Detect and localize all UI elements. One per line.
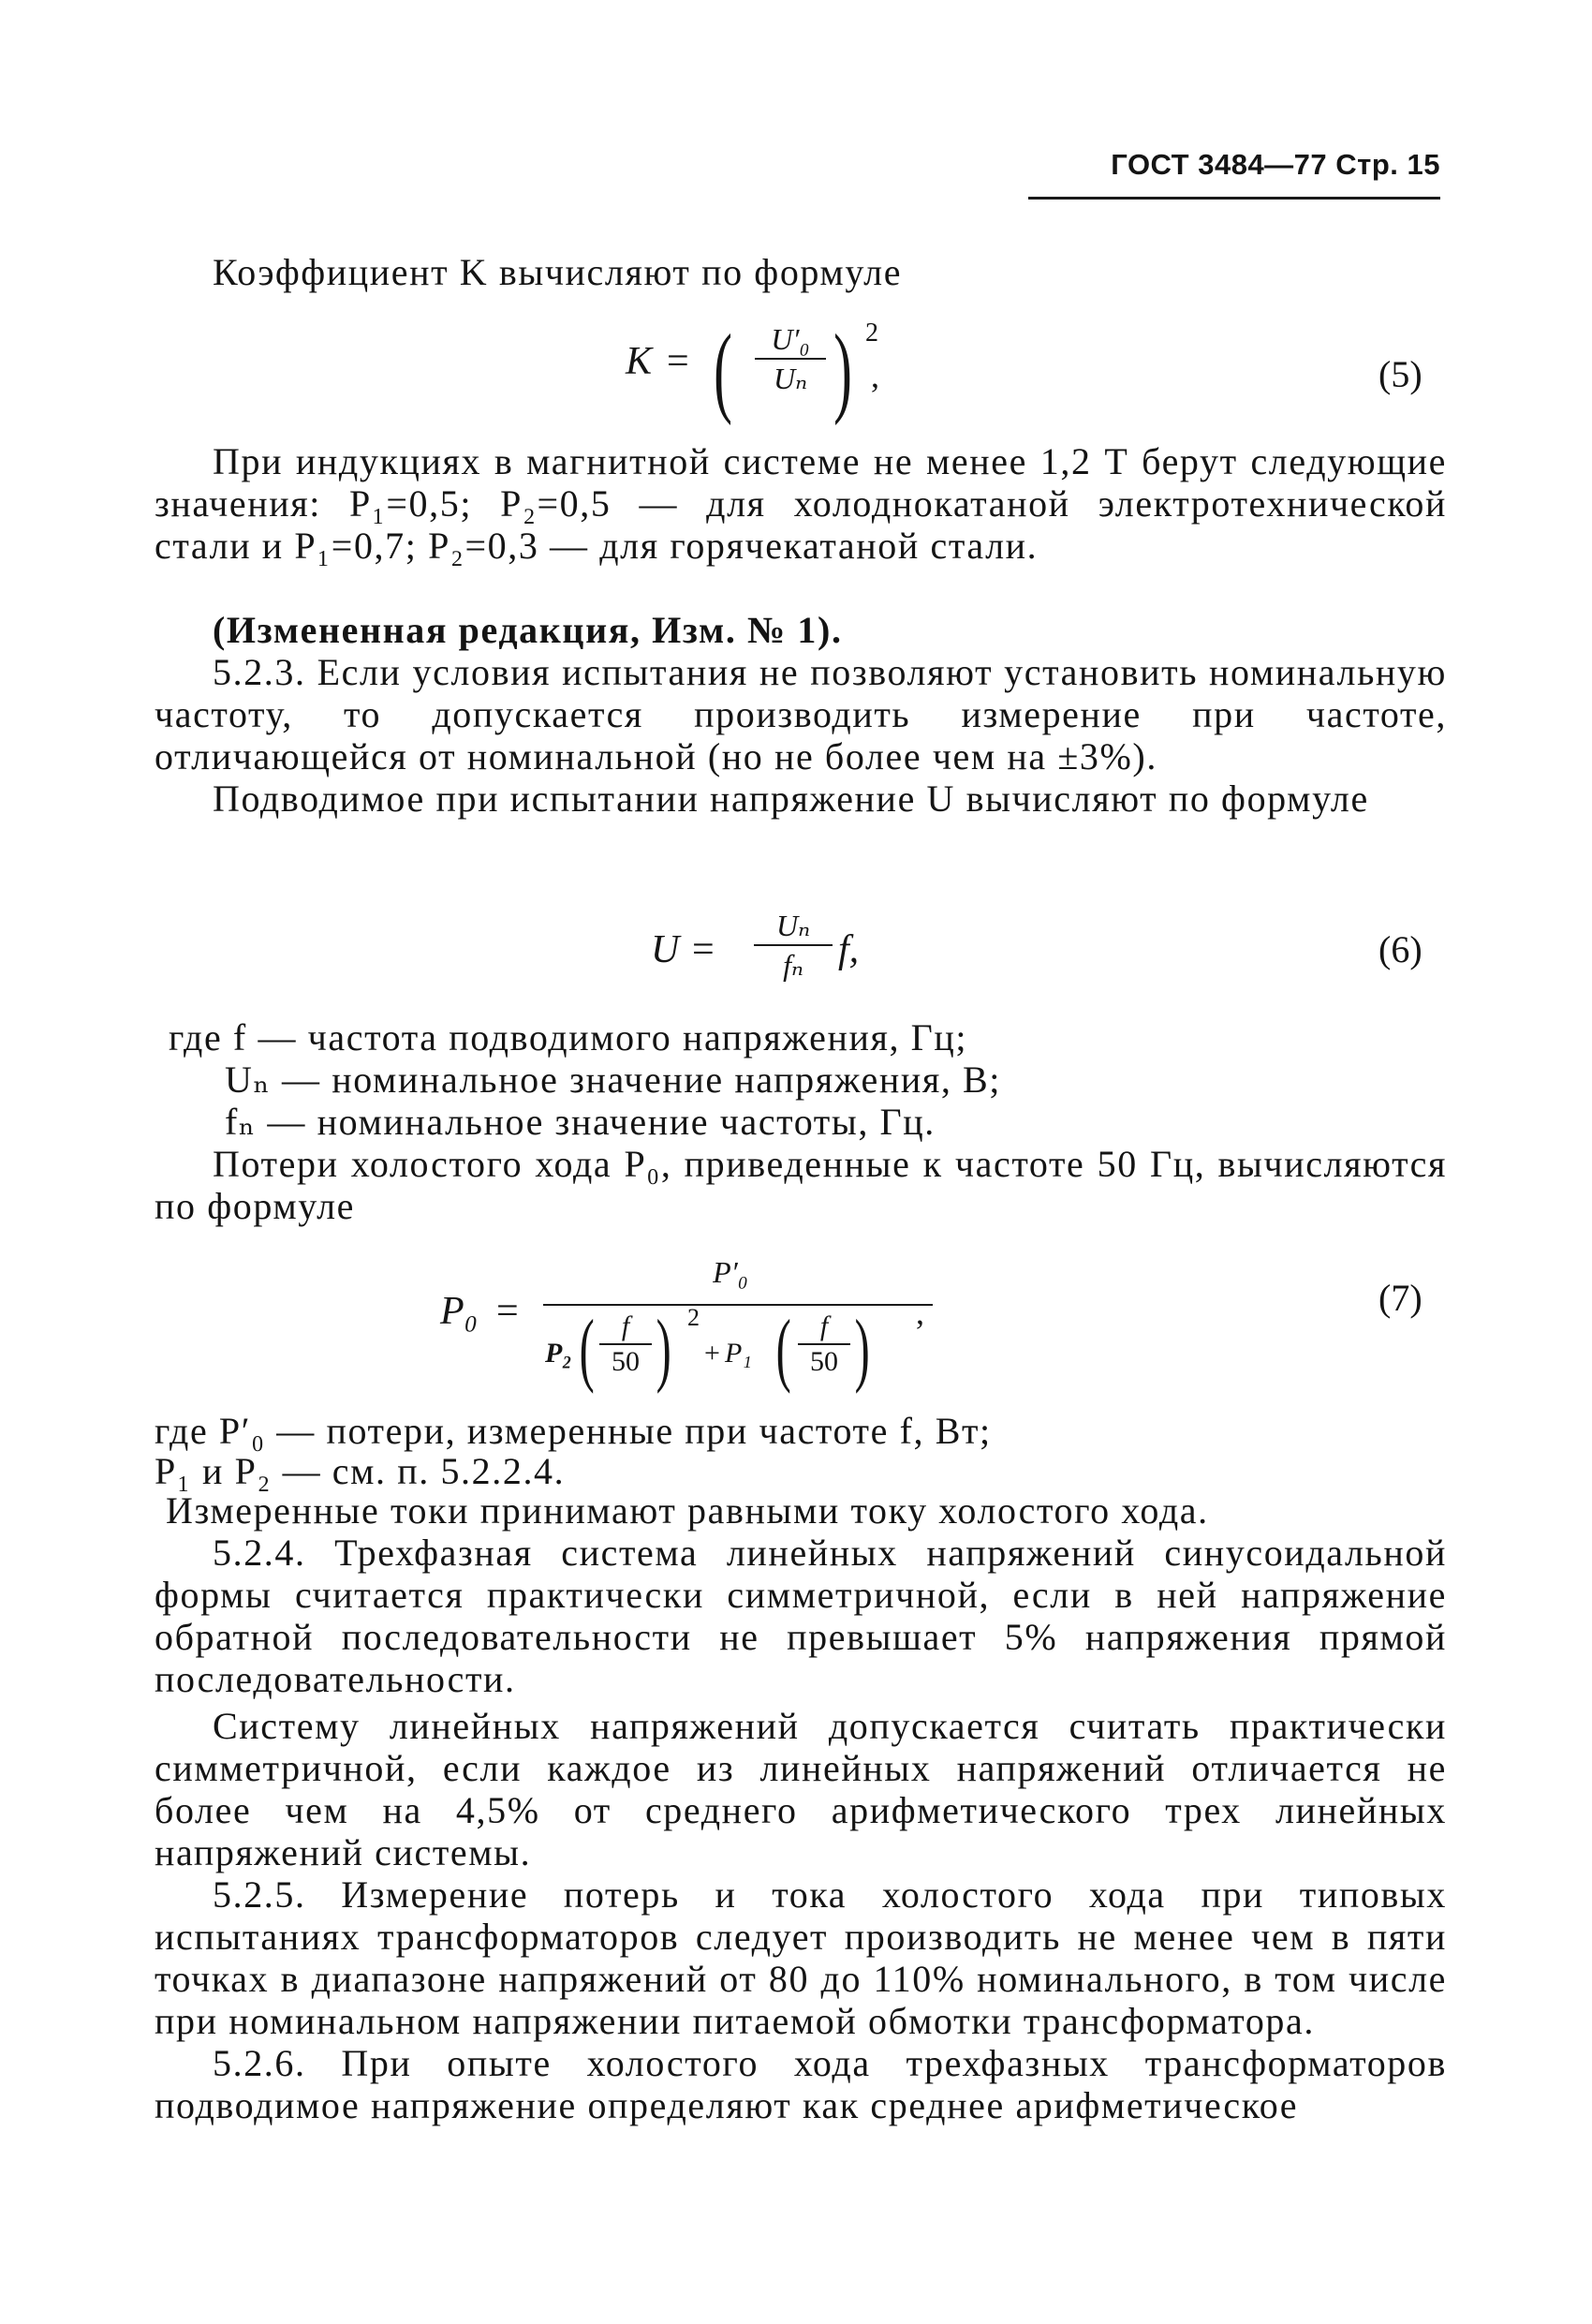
- currents-paragraph: Измеренные токи принимают равными току холостого хода.: [166, 1489, 1209, 1532]
- formula-5-numerator: U′₀: [771, 322, 810, 356]
- section-5-2-5: 5.2.5. Измерение потерь и тока холостого хода при типовых испытаниях трансформаторов следует производить не менее чем в пяти точках в диапазоне напряжений от 80 до 110% номинального, в том числе при номинальном напряжении питаемой обмотки трансформатора.: [155, 1873, 1447, 2042]
- formula-7-p1: P₁: [725, 1338, 752, 1369]
- equation-number-5: (5): [1378, 353, 1422, 395]
- formula-7-comma: ,: [916, 1294, 924, 1331]
- formula-7-paren-1-right: ): [656, 1304, 671, 1395]
- formula-6-lhs: U: [651, 928, 680, 971]
- formula-5-comma: ,: [871, 357, 879, 394]
- formula-6-numerator: Uₙ: [775, 909, 811, 942]
- voltage-paragraph: Подводимое при испытании напряжение U вычисляют по формуле: [213, 777, 1369, 820]
- formula-6-fraction: [754, 909, 833, 982]
- page-header: [1028, 141, 1440, 206]
- induction-paragraph: При индукциях в магнитной системе не менее 1,2 Т берут следующие значения: P₁=0,5; P₂=0,5 — для холоднокатаной электротехнической стали и P₁=0,7; P₂=0,3 — для горячекатаной стали.: [155, 440, 1447, 567]
- formula-5-denominator: Uₙ: [773, 362, 808, 395]
- formula-5-right-paren: ): [833, 315, 852, 426]
- formula-5-fraction: [755, 322, 826, 395]
- formula-7-exponent: 2: [687, 1304, 700, 1331]
- where-un: Uₙ — номинальное значение напряжения, В;: [225, 1058, 1002, 1101]
- formula-5-exponent: 2: [865, 318, 878, 348]
- formula-7-inner-den-1: 50: [612, 1346, 640, 1377]
- equation-number-6: (6): [1378, 928, 1422, 970]
- header-text: ГОСТ 3484—77 Стр. 15: [1111, 148, 1440, 181]
- section-5-2-3: 5.2.3. Если условия испытания не позволяют установить номинальную частоту, то допускается производить измерение при частоте, отличающейся от номинальной (но не более чем на ±3%).: [155, 651, 1447, 777]
- fraction-bar: [755, 358, 826, 360]
- section-5-2-4: 5.2.4. Трехфазная система линейных напряжений синусоидальной формы считается практически симметричной, если в ней напряжение обратной последовательности не превышает 5% напряжения прямой последовательности.: [155, 1532, 1447, 1700]
- section-5-2-6: 5.2.6. При опыте холостого хода трехфазных трансформаторов подводимое напряжение определяют как среднее арифметическое: [155, 2042, 1447, 2126]
- where-f: где f — частота подводимого напряжения, Гц;: [169, 1016, 968, 1058]
- formula-5-left-paren: (: [714, 315, 732, 426]
- fraction-bar: [798, 1343, 850, 1345]
- formula-7-numerator: P′₀: [713, 1255, 748, 1289]
- formula-6-factor: f,: [838, 928, 860, 971]
- formula-7-inner-num-2: f: [819, 1310, 829, 1341]
- equation-number-7: (7): [1378, 1277, 1422, 1319]
- formula-7: [440, 1255, 965, 1405]
- header-rule: [1028, 197, 1440, 200]
- formula-6-denominator: fₙ: [783, 948, 803, 982]
- formula-7-inner-num-1: f: [621, 1310, 630, 1341]
- where-p0: где P′₀ — потери, измеренные при частоте f, Вт;: [155, 1410, 992, 1452]
- formula-7-paren-2-left: (: [775, 1304, 791, 1395]
- formula-7-equals: =: [496, 1290, 519, 1333]
- formula-7-denominator: [545, 1304, 938, 1403]
- formula-7-paren-2-right: ): [854, 1304, 870, 1395]
- coefficient-paragraph: Коэффициент K вычисляют по формуле: [213, 251, 903, 293]
- formula-7-paren-1-left: (: [579, 1304, 595, 1395]
- formula-7-inner-fraction-2: [798, 1311, 850, 1377]
- system-paragraph: Систему линейных напряжений допускается считать практически симметричной, если каждое из линейных напряжений отличается не более чем на 4,5% от среднего арифметического трех линейных напряжений системы.: [155, 1705, 1447, 1873]
- formula-7-inner-fraction-1: [599, 1311, 652, 1377]
- formula-7-plus: +: [704, 1338, 720, 1369]
- losses-paragraph: Потери холостого хода P₀, приведенные к частоте 50 Гц, вычисляются по формуле: [155, 1143, 1447, 1227]
- edit-note: (Измененная редакция, Изм. № 1).: [213, 609, 843, 651]
- where-fn: fₙ — номинальное значение частоты, Гц.: [225, 1101, 936, 1143]
- fraction-bar: [599, 1343, 652, 1345]
- formula-6: [651, 899, 894, 1002]
- formula-6-equals: =: [692, 928, 715, 971]
- formula-7-lhs: P₀: [440, 1290, 479, 1333]
- formula-5-lhs: K: [626, 340, 653, 383]
- where-p1-p2: P₁ и P₂ — см. п. 5.2.2.4.: [155, 1450, 566, 1492]
- formula-5-equals: =: [667, 340, 689, 383]
- formula-7-p2: P₂: [545, 1338, 572, 1369]
- formula-5: [626, 315, 935, 431]
- formula-7-fraction-bar: [543, 1304, 933, 1306]
- fraction-bar: [754, 944, 833, 946]
- formula-7-inner-den-2: 50: [810, 1346, 838, 1377]
